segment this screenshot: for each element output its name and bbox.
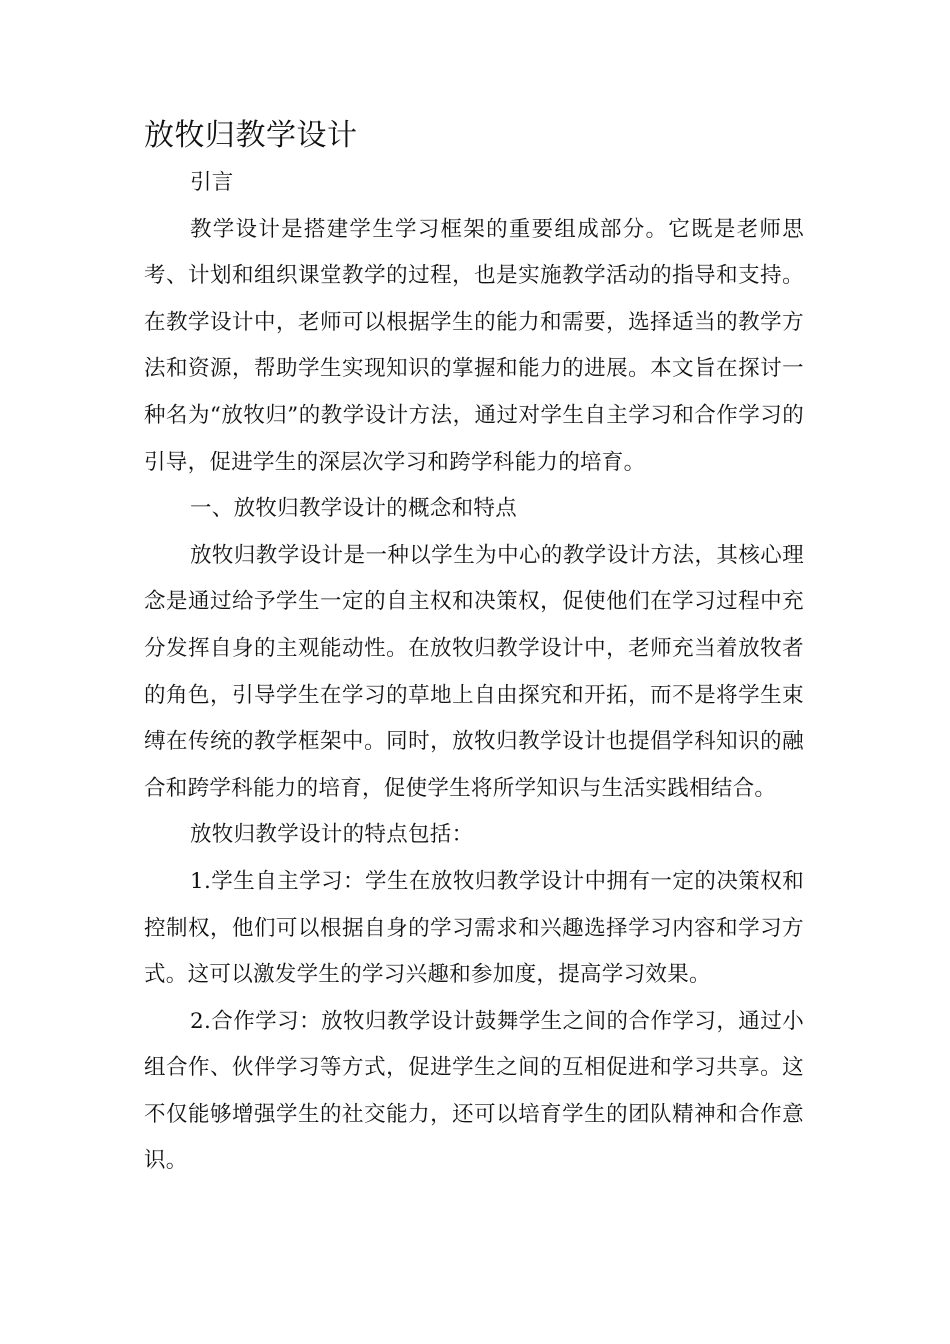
section-heading-intro: 引言: [190, 170, 234, 195]
list-item-cooperative-learning: 2.合作学习：放牧归教学设计鼓舞学生之间的合作学习，通过小组合作、伙伴学习等方式，促进学生之间的互相促进和学习共享。这不仅能够增强学生的社交能力，还可以培育学生的团队精神和合作意识。: [144, 1008, 804, 1174]
paragraph-features-lead: 放牧归教学设计的特点包括：: [190, 822, 474, 848]
section-heading-concept: 一、放牧归教学设计的概念和特点: [190, 496, 518, 522]
document-title: 放牧归教学设计: [144, 118, 358, 153]
document-body: [144, 160, 804, 1185]
paragraph-concept: 放牧归教学设计是一种以学生为中心的教学设计方法，其核心理念是通过给予学生一定的自主权和决策权，促使他们在学习过程中充分发挥自身的主观能动性。在放牧归教学设计中，老师充当着放牧者的角色，引导学生在学习的草地上自由探究和开拓，而不是将学生束缚在传统的教学框架中。同时，放牧归教学设计也提倡学科知识的融合和跨学科能力的培育，促使学生将所学知识与生活实践相结合。: [144, 542, 804, 801]
list-item-self-learning: 1.学生自主学习：学生在放牧归教学设计中拥有一定的决策权和控制权，他们可以根据自身的学习需求和兴趣选择学习内容和学习方式。这可以激发学生的学习兴趣和参加度，提高学习效果。: [144, 868, 804, 988]
paragraph-intro: 教学设计是搭建学生学习框架的重要组成部分。它既是老师思考、计划和组织课堂教学的过程，也是实施教学活动的指导和支持。在教学设计中，老师可以根据学生的能力和需要，选择适当的教学方法和资源，帮助学生实现知识的掌握和能力的进展。本文旨在探讨一种名为“放牧归”的教学设计方法，通过对学生自主学习和合作学习的引导，促进学生的深层次学习和跨学科能力的培育。: [144, 216, 804, 475]
